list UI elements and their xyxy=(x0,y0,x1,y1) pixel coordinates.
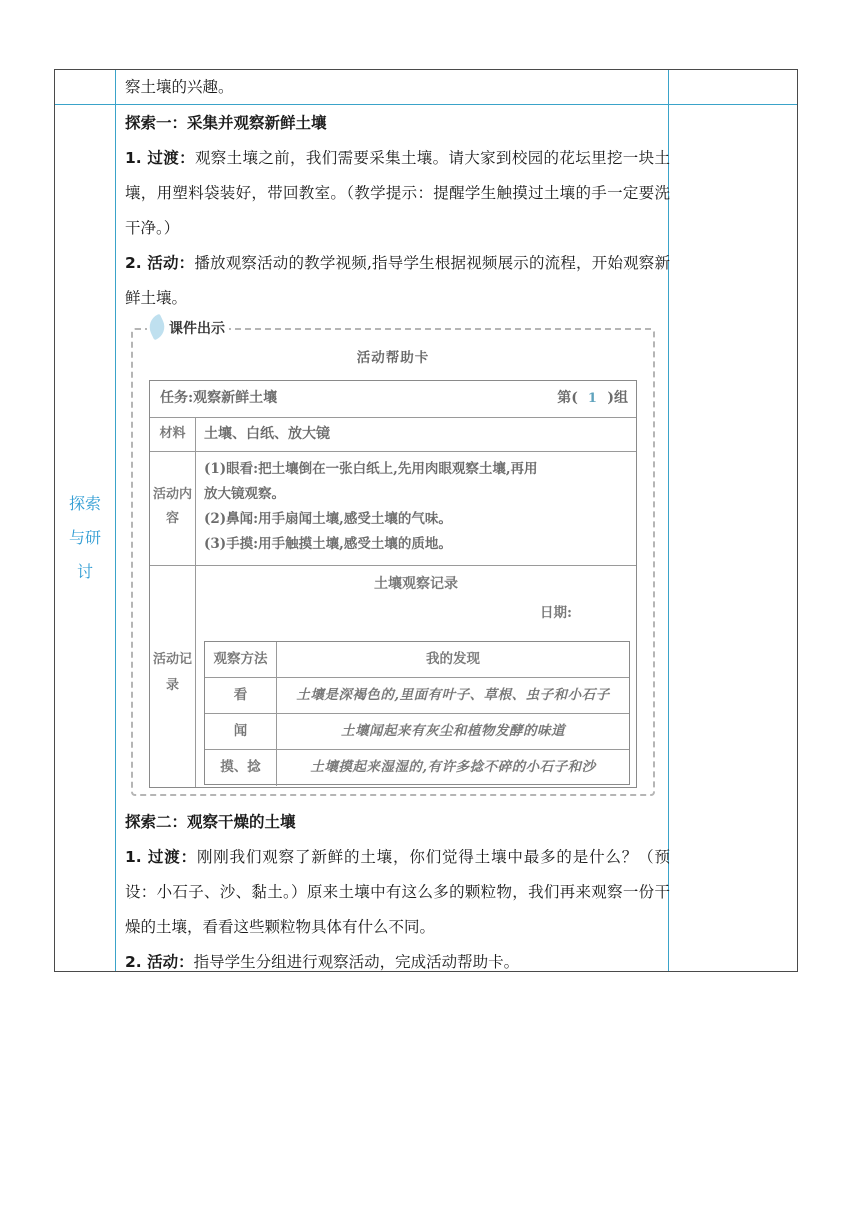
table-header-row xyxy=(205,642,629,678)
item-label: 2. 活动： xyxy=(125,254,195,272)
row-divider xyxy=(55,104,797,105)
item-label: 1. 过渡： xyxy=(125,149,195,167)
group-prefix: 第( xyxy=(557,390,578,406)
finding-cell: 土壤是深褐色的,里面有叶子、草根、虫子和小石子 xyxy=(296,687,610,703)
courseware-box xyxy=(131,321,655,796)
leaf-icon xyxy=(145,314,169,341)
finding-cell: 土壤闻起来有灰尘和植物发酵的味道 xyxy=(341,723,565,739)
lesson-table xyxy=(54,69,798,972)
observation-table xyxy=(204,641,630,785)
explore2-heading: 探索二：观察干燥的土壤 xyxy=(125,813,296,831)
task-row xyxy=(150,381,636,418)
explore2-content xyxy=(125,805,670,980)
content-label: 活动内容 xyxy=(150,451,196,565)
activity-record-row xyxy=(150,565,636,787)
record-label: 活动记录 xyxy=(150,565,196,787)
method-cell: 闻 xyxy=(205,714,277,749)
section-label xyxy=(55,487,115,589)
header-finding: 我的发现 xyxy=(426,651,480,667)
content-line: (2)鼻闻:用手扇闻土壤,感受土壤的气味。 xyxy=(204,511,452,527)
table-row xyxy=(205,714,629,750)
explore2-item2 xyxy=(125,945,670,980)
task-label: 任务: xyxy=(160,390,194,406)
group-number xyxy=(557,381,628,416)
materials-row xyxy=(150,417,636,452)
group-suffix: )组 xyxy=(607,390,628,406)
courseware-tag-label: 课件出示 xyxy=(169,321,225,337)
explore1-heading: 探索一：采集并观察新鲜土壤 xyxy=(125,114,327,132)
item-text: 观察土壤之前，我们需要采集土壤。请大家到校园的花坛里挖一块土壤，用塑料袋装好，带回教室。（教学提示：提醒学生触摸过土壤的手一定要洗干净。） xyxy=(125,149,670,237)
group-number-value: 1 xyxy=(587,391,598,406)
top-row-text: 察土壤的兴趣。 xyxy=(125,78,234,96)
section-label-line: 与研 xyxy=(68,528,101,547)
explore2-item1 xyxy=(125,840,670,945)
finding-cell: 土壤摸起来湿湿的,有许多捻不碎的小石子和沙 xyxy=(310,759,596,775)
column-divider xyxy=(115,70,116,971)
content-line: (3)手摸:用手触摸土壤,感受土壤的质地。 xyxy=(204,536,452,552)
date-label: 日期: xyxy=(540,605,572,621)
method-cell: 看 xyxy=(205,678,277,713)
main-content xyxy=(125,106,670,316)
method-cell: 摸、捻 xyxy=(205,750,277,786)
card-title: 活动帮助卡 xyxy=(356,350,430,366)
explore1-item1 xyxy=(125,141,670,246)
task-value: 观察新鲜土壤 xyxy=(193,390,278,406)
item-text: 播放观察活动的教学视频,指导学生根据视频展示的流程，开始观察新鲜土壤。 xyxy=(125,254,670,307)
record-title: 土壤观察记录 xyxy=(374,576,458,592)
explore1-item2 xyxy=(125,246,670,316)
item-text: 指导学生分组进行观察活动，完成活动帮助卡。 xyxy=(193,953,520,971)
content-lines xyxy=(204,457,628,557)
content-line: 放大镜观察。 xyxy=(204,486,285,502)
item-text: 刚刚我们观察了新鲜的土壤，你们觉得土壤中最多的是什么？（预设：小石子、沙、黏土。）原来土壤中有这么多的颗粒物，我们再来观察一份干燥的土壤，看看这些颗粒物具体有什么不同。 xyxy=(125,848,670,936)
item-label: 2. 活动： xyxy=(125,953,194,971)
table-row xyxy=(205,678,629,714)
task-line xyxy=(160,381,277,415)
content-line: (1)眼看:把土壤倒在一张白纸上,先用肉眼观察土壤,再用 xyxy=(204,461,538,477)
courseware-tag xyxy=(147,318,229,338)
materials-value: 土壤、白纸、放大镜 xyxy=(204,426,330,442)
activity-help-card xyxy=(149,380,637,788)
header-method: 观察方法 xyxy=(205,642,277,677)
section-label-line: 讨 xyxy=(76,562,93,581)
section-label-line: 探索 xyxy=(68,494,101,513)
activity-content-row xyxy=(150,451,636,566)
table-row xyxy=(205,750,629,786)
item-label: 1. 过渡： xyxy=(125,848,197,866)
materials-label: 材料 xyxy=(150,417,196,451)
